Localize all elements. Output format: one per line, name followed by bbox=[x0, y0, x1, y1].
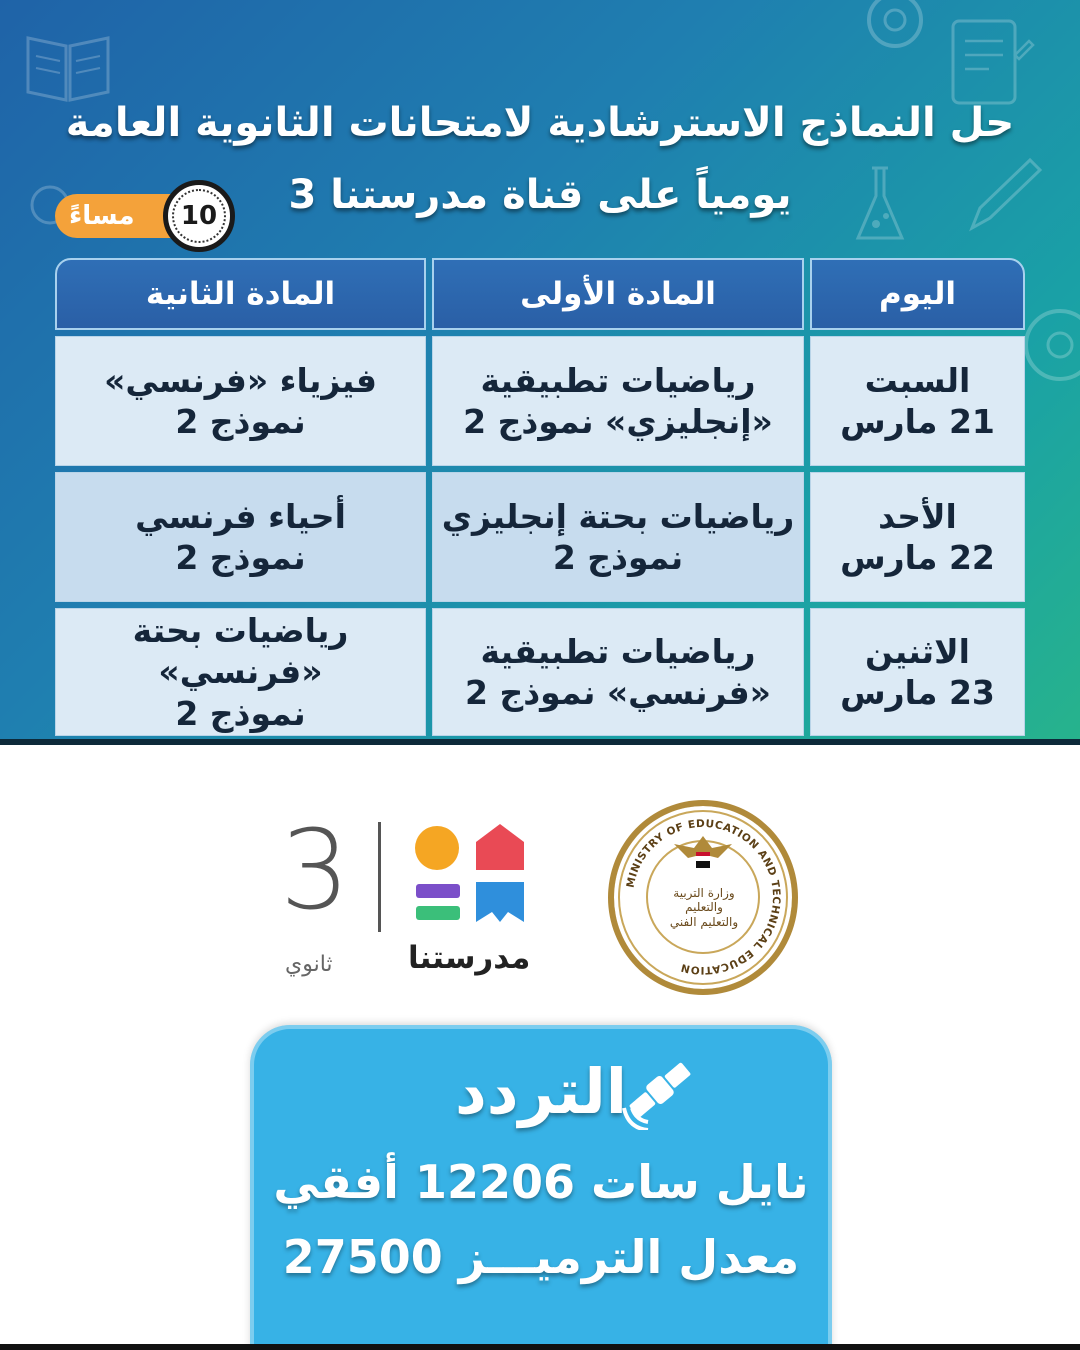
header-first-label: المادة الأولى bbox=[520, 275, 716, 312]
header-second-subject bbox=[55, 258, 426, 330]
thanawy-logo-word: ثانوي bbox=[285, 952, 333, 977]
second-subject-line1: رياضيات بحتة «فرنسي» bbox=[132, 611, 349, 692]
table-row-2-first bbox=[432, 472, 804, 602]
row-day: السبت bbox=[864, 360, 971, 400]
table-row-1-day bbox=[810, 336, 1025, 466]
row-day: الأحد bbox=[878, 496, 957, 536]
second-subject-line2: نموذج 2 bbox=[175, 538, 306, 577]
ministry-arabic-name: وزارة التربية والتعليم والتعليم الفني bbox=[669, 886, 739, 929]
first-subject-line2: نموذج 2 bbox=[552, 538, 684, 577]
banner-title: حل النماذج الاسترشادية لامتحانات الثانوية العامة bbox=[65, 100, 1015, 146]
ministry-seal bbox=[608, 800, 798, 995]
table-row-3-day bbox=[810, 608, 1025, 736]
frequency-box bbox=[250, 1025, 832, 1350]
second-subject-line2: نموذج 2 bbox=[175, 693, 306, 733]
gear-icon bbox=[840, 0, 950, 70]
table-row-3-first bbox=[432, 608, 804, 736]
satellite-icon bbox=[620, 1050, 700, 1130]
bottom-border bbox=[0, 1344, 1080, 1350]
header-day-label: اليوم bbox=[878, 275, 957, 312]
frequency-symbol-rate-line: معدل الترميـــز 27500 bbox=[282, 1230, 800, 1284]
book-icon bbox=[18, 28, 118, 108]
row-date: 21 مارس bbox=[840, 402, 995, 441]
banner-subtitle: يومياً على قناة مدرستنا 3 bbox=[288, 172, 792, 218]
time-hour: 10 bbox=[180, 201, 218, 231]
first-subject-line1: رياضيات تطبيقية bbox=[480, 631, 756, 671]
frequency-nilesat-line: نايل سات 12206 أفقي bbox=[273, 1155, 809, 1209]
row-day: الاثنين bbox=[865, 631, 970, 671]
clock-icon bbox=[163, 180, 235, 252]
time-period: مساءً bbox=[55, 194, 205, 238]
second-subject-line1: فيزياء «فرنسي» bbox=[104, 360, 377, 400]
logo-divider bbox=[378, 822, 381, 932]
frequency-heading: التردد bbox=[454, 1055, 628, 1128]
table-row-2-day bbox=[810, 472, 1025, 602]
ministry-ring-text: MINISTRY OF EDUCATION AND TECHNICAL EDUCATION bbox=[624, 817, 783, 977]
header-second-label: المادة الثانية bbox=[145, 275, 336, 312]
second-subject-line2: نموذج 2 bbox=[175, 402, 306, 441]
second-subject-line1: أحياء فرنسي bbox=[135, 496, 346, 536]
thanawy-logo-number: 3 bbox=[280, 806, 350, 934]
table-row-1-first bbox=[432, 336, 804, 466]
table-row-2-second bbox=[55, 472, 426, 602]
header-day bbox=[810, 258, 1025, 330]
first-subject-line1: رياضيات بحتة إنجليزي bbox=[441, 496, 795, 536]
broadcast-time-badge bbox=[55, 180, 235, 252]
first-subject-line2: «فرنسي» نموذج 2 bbox=[465, 673, 771, 712]
row-date: 22 مارس bbox=[840, 538, 995, 577]
row-date: 23 مارس bbox=[840, 673, 995, 712]
first-subject-line1: رياضيات تطبيقية bbox=[480, 360, 756, 400]
table-row-1-second bbox=[55, 336, 426, 466]
madrasetna-logo-word: مدرستنا bbox=[408, 940, 531, 976]
first-subject-line2: «إنجليزي» نموذج 2 bbox=[463, 402, 773, 441]
table-row-3-second bbox=[55, 608, 426, 736]
header-first-subject bbox=[432, 258, 804, 330]
